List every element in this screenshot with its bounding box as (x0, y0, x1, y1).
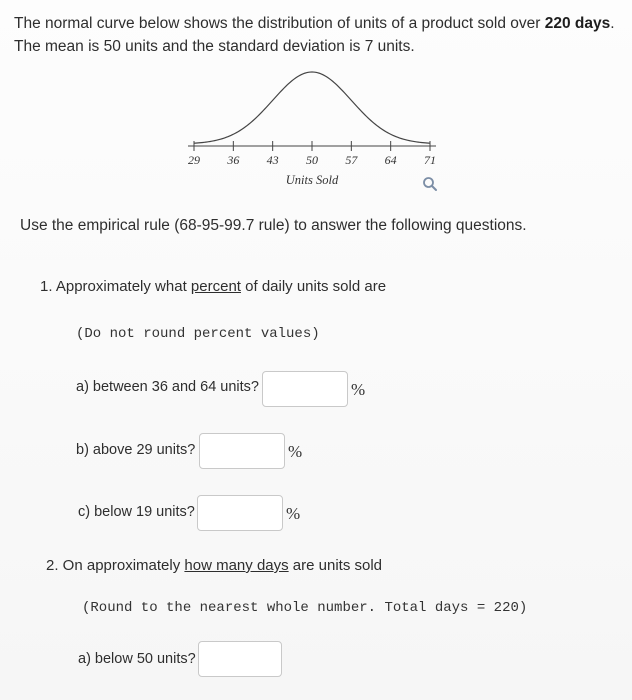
question-2-note: (Round to the nearest whole number. Total days = 220) (82, 600, 528, 616)
question-1a-label: a) between 36 and 64 units? (76, 379, 259, 395)
question-1a-percent-unit: % (351, 380, 366, 399)
x-tick-label-64: 64 (384, 153, 397, 167)
question-1b-input[interactable] (199, 433, 285, 469)
intro-line1-end: . (610, 15, 615, 32)
question-1c-label: c) below 19 units? (78, 504, 195, 520)
question-1c-input[interactable] (197, 495, 283, 531)
x-axis-label: Units Sold (285, 173, 339, 187)
x-tick-label-50: 50 (306, 153, 318, 167)
question-2-prompt (46, 557, 382, 574)
question-1c-percent-unit: % (286, 504, 301, 523)
question-1-suffix: of daily units sold are (240, 278, 387, 295)
intro-line1-text: The normal curve below shows the distribution of units of a product sold over (14, 15, 545, 32)
normal-curve-line (194, 72, 430, 143)
x-tick-label-57: 57 (345, 153, 358, 167)
normal-curve-chart (176, 66, 448, 196)
question-2-suffix: are units sold (288, 557, 383, 574)
x-axis-tick-labels (188, 153, 436, 167)
question-2a-label: a) below 50 units? (78, 651, 196, 667)
intro-total-days: 220 days (544, 15, 611, 32)
question-1-underlined: percent (190, 278, 241, 295)
question-2a-input[interactable] (198, 641, 282, 677)
question-1-prompt (40, 278, 386, 295)
question-1b-label: b) above 29 units? (76, 442, 196, 458)
question-1-prefix: 1. Approximately what (40, 278, 191, 295)
question-1b-percent-unit: % (288, 442, 303, 461)
x-tick-label-36: 36 (227, 153, 240, 167)
question-1-note: (Do not round percent values) (76, 326, 320, 342)
instruction-text: Use the empirical rule (68-95-99.7 rule) to answer the following questions. (20, 217, 527, 234)
x-tick-label-43: 43 (266, 153, 279, 167)
x-tick-label-29: 29 (188, 153, 200, 167)
question-1a-input[interactable] (262, 371, 348, 407)
magnifier-icon[interactable] (422, 176, 438, 192)
x-tick-label-71: 71 (424, 153, 436, 167)
problem-intro (14, 12, 620, 58)
question-2-prefix: 2. On approximately (46, 557, 185, 574)
question-2-underlined: how many days (184, 557, 289, 574)
intro-line2-text: The mean is 50 units and the standard deviation is 7 units. (14, 38, 415, 55)
